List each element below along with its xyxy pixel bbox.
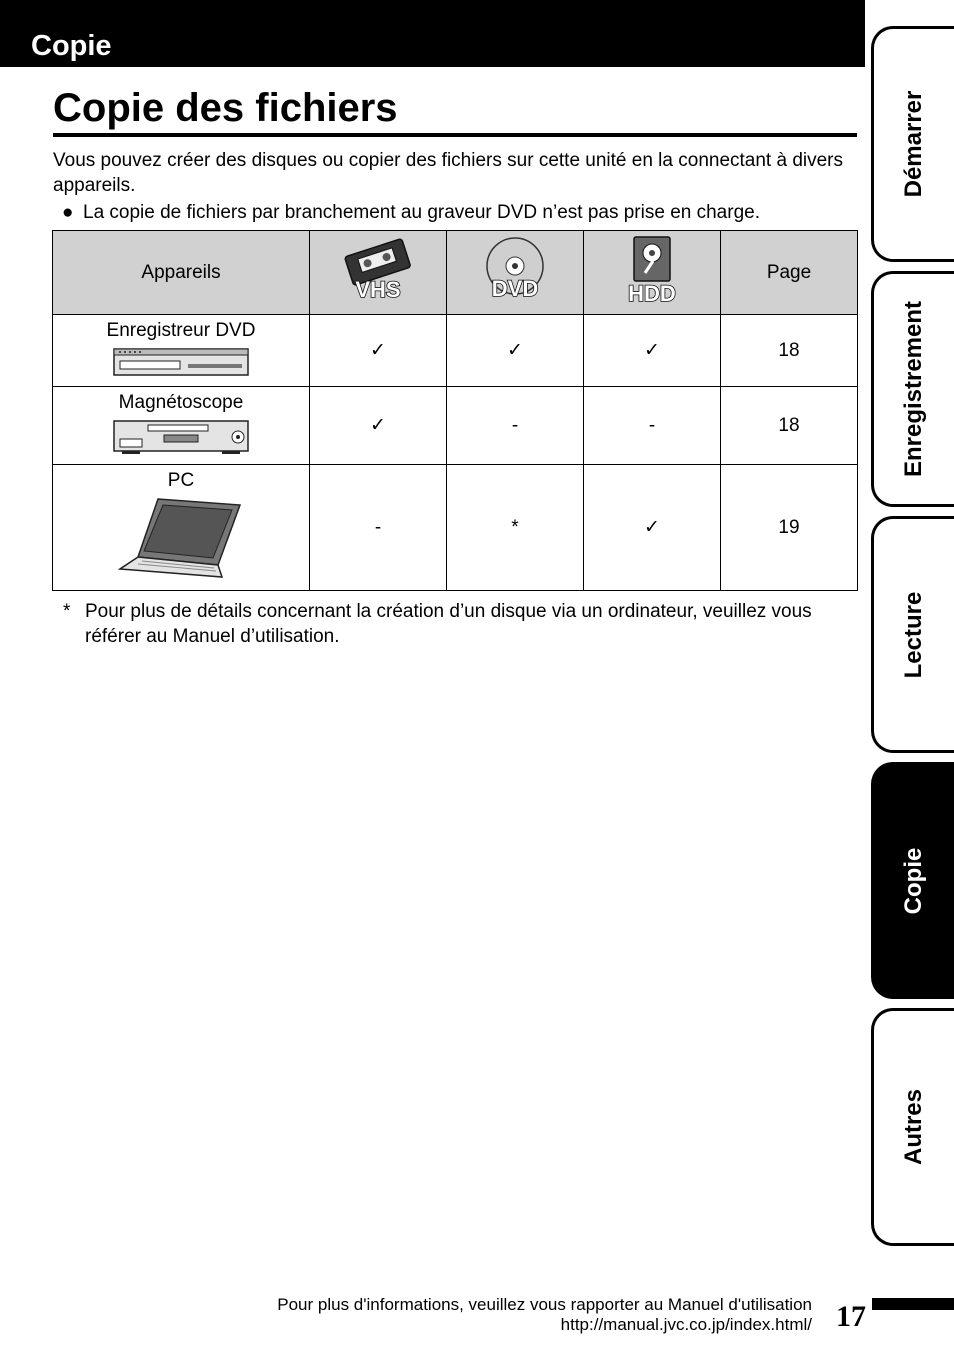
header-vhs: [310, 231, 447, 315]
tab-autres[interactable]: [871, 1008, 954, 1246]
page-title: Copie des fichiers: [53, 84, 857, 137]
header-hdd: [584, 231, 721, 315]
hdd-drive-icon: [621, 233, 683, 307]
bullet-note: [62, 200, 852, 225]
cell-dvd: ✓: [447, 315, 584, 387]
table-row: [53, 315, 858, 387]
tab-copie[interactable]: [871, 762, 954, 999]
header-device: Appareils: [53, 231, 310, 315]
section-header-bar: [0, 0, 865, 67]
dvd-disc-icon: [482, 237, 548, 303]
cell-page: 19: [721, 465, 858, 591]
tab-label: Démarrer: [900, 90, 927, 198]
cell-vhs: ✓: [310, 315, 447, 387]
footnote: [63, 599, 853, 649]
device-cell-pc: [53, 465, 310, 591]
cell-hdd: -: [584, 387, 721, 465]
header-dvd: [447, 231, 584, 315]
device-name: Enregistreur DVD: [106, 320, 256, 341]
intro-paragraph: Vous pouvez créer des disques ou copier des fichiers sur cette unité en la connectant à divers appareils.: [53, 150, 844, 196]
dvd-recorder-icon: [112, 345, 250, 379]
bullet-dot-icon: ●: [62, 202, 74, 223]
cell-page: 18: [721, 315, 858, 387]
vhs-cassette-icon: [342, 237, 414, 303]
tab-label: Enregistrement: [900, 300, 927, 478]
footer-url[interactable]: http://manual.jvc.co.jp/index.html/: [560, 1315, 812, 1334]
chapter-tabs: [871, 0, 954, 1357]
tab-label: Copie: [900, 847, 927, 914]
vhs-label: VHS: [355, 276, 401, 302]
footer-line: Pour plus d'informations, veuillez vous rapporter au Manuel d'utilisation: [277, 1295, 812, 1314]
table-row: [53, 465, 858, 591]
laptop-icon: [118, 495, 244, 583]
device-cell-vcr: [53, 387, 310, 465]
table-header-row: [53, 231, 858, 315]
device-cell-dvd-recorder: [53, 315, 310, 387]
footer-info: [277, 1295, 812, 1335]
tab-enregistrement[interactable]: [871, 271, 954, 507]
bullet-note-text: La copie de fichiers par branchement au graveur DVD n’est pas prise en charge.: [83, 202, 760, 223]
cell-hdd: ✓: [584, 315, 721, 387]
cell-vhs: ✓: [310, 387, 447, 465]
tab-lecture[interactable]: [871, 516, 954, 753]
device-name: PC: [167, 470, 195, 491]
cell-page: 18: [721, 387, 858, 465]
cell-dvd: *: [447, 465, 584, 591]
cell-hdd: ✓: [584, 465, 721, 591]
tab-label: Autres: [900, 1088, 927, 1166]
page-number: 17: [836, 1300, 866, 1333]
header-page: Page: [721, 231, 858, 315]
cell-vhs: -: [310, 465, 447, 591]
device-name: Magnétoscope: [118, 392, 244, 413]
tab-demarrer[interactable]: [871, 26, 954, 262]
dvd-label: DVD: [491, 275, 539, 301]
section-header-title: Copie: [31, 30, 112, 62]
footnote-text: Pour plus de détails concernant la création d’un disque via un ordinateur, veuillez vous référer au Manuel d’utilisation.: [85, 601, 812, 647]
device-table: [52, 230, 858, 591]
vcr-icon: [112, 417, 250, 457]
page-number-bar: [872, 1298, 954, 1310]
tab-label: Lecture: [900, 591, 927, 678]
table-row: [53, 387, 858, 465]
hdd-label: HDD: [628, 280, 676, 306]
footnote-mark: *: [63, 601, 71, 622]
cell-dvd: -: [447, 387, 584, 465]
